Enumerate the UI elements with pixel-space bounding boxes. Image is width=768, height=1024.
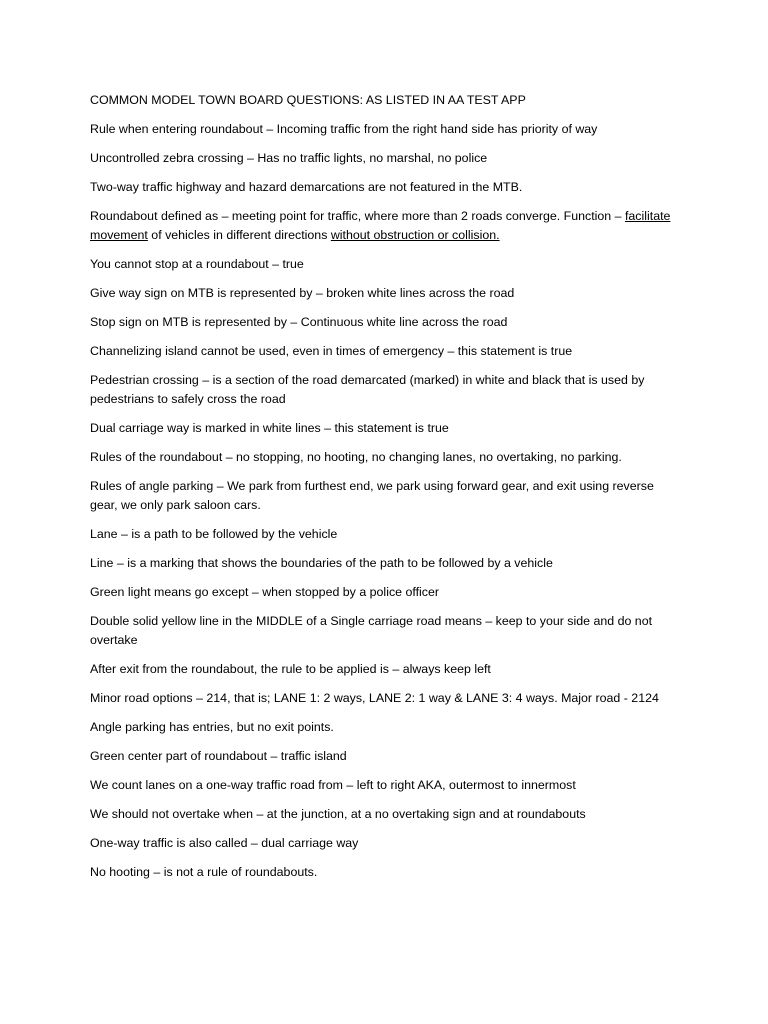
list-item: Angle parking has entries, but no exit points. [90,720,334,734]
list-item: We count lanes on a one-way traffic road from – left to right AKA, outermost to innermost [90,778,576,792]
list-item: Channelizing island cannot be used, even in times of emergency – this statement is true [90,344,573,358]
list-item: You cannot stop at a roundabout – true [90,257,304,271]
document-heading: COMMON MODEL TOWN BOARD QUESTIONS: AS LISTED IN AA TEST APP [90,93,526,107]
document-page [90,91,680,892]
list-item: Rules of the roundabout – no stopping, no hooting, no changing lanes, no overtaking, no parking. [90,450,622,464]
list-item: Minor road options – 214, that is; LANE 1: 2 ways, LANE 2: 1 way & LANE 3: 4 ways. Major road - 2124 [90,691,659,705]
list-item-text: Roundabout defined as – meeting point for traffic, where more than 2 roads converge. Function – [90,209,625,223]
list-item [90,207,680,245]
list-item: Rules of angle parking – We park from furthest end, we park using forward gear, and exit using reverse gear, we only park saloon cars. [90,479,654,512]
list-item: Line – is a marking that shows the boundaries of the path to be followed by a vehicle [90,556,553,570]
list-item: Pedestrian crossing – is a section of the road demarcated (marked) in white and black that is used by pedestrians to safely cross the road [90,373,645,406]
list-item: We should not overtake when – at the junction, at a no overtaking sign and at roundabouts [90,807,586,821]
list-item: Two-way traffic highway and hazard demarcations are not featured in the MTB. [90,180,523,194]
list-item: After exit from the roundabout, the rule to be applied is – always keep left [90,662,491,676]
list-item: Uncontrolled zebra crossing – Has no traffic lights, no marshal, no police [90,151,488,165]
underlined-text: facilitate movement [90,209,671,242]
list-item: Green light means go except – when stopped by a police officer [90,585,439,599]
list-item-text: of vehicles in different directions [147,228,331,242]
list-item: Give way sign on MTB is represented by – broken white lines across the road [90,286,515,300]
list-item: No hooting – is not a rule of roundabouts. [90,865,318,879]
list-item: One-way traffic is also called – dual carriage way [90,836,359,850]
underlined-text: without obstruction or collision. [330,228,500,242]
list-item: Dual carriage way is marked in white lines – this statement is true [90,421,449,435]
list-item: Rule when entering roundabout – Incoming traffic from the right hand side has priority of way [90,122,598,136]
list-item: Double solid yellow line in the MIDDLE of a Single carriage road means – keep to your side and do not overtake [90,614,653,647]
list-item: Lane – is a path to be followed by the vehicle [90,527,338,541]
list-item: Stop sign on MTB is represented by – Continuous white line across the road [90,315,508,329]
list-item: Green center part of roundabout – traffic island [90,749,347,763]
